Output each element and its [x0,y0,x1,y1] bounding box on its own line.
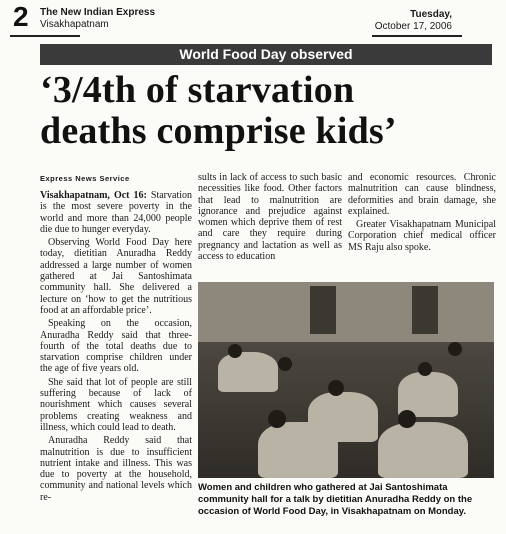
paragraph-6: sults in lack of access to such basic necessities like food. Other factors that lead to malnutrition are ignorance and prejudice against women which deprive them of rest and care they require during pregnancy and lactation as well as access to education [198,172,342,263]
paragraph-3: Speaking on the occasion, Anuradha Reddy said that three-fourth of the total deaths due to starvation comprise children under the age of five years old. [40,318,192,375]
issue-date: October 17, 2006 [374,21,452,32]
photo-head [448,342,462,356]
section-banner: World Food Day observed [40,44,492,65]
paragraph-7: and economic resources. Chronic malnutrition can cause blindness, deformities and brain damage, she explained. [348,172,496,217]
page-number: 2 [13,1,29,32]
paragraph-1-text: Starvation is the most severe poverty in the world and more than 24,000 people die due to hunger everyday. [40,190,192,235]
newspaper-name: The New Indian Express [40,7,156,18]
byline: Express News Service [40,174,130,183]
photo-head [418,362,432,376]
article-column-1 [40,174,192,505]
paragraph-4: She said that lot of people are still suffering because of lack of nourishment which causes several problems creating weakness and illness, which could lead to death. [40,376,192,433]
photo-figure [378,422,468,478]
photo-head [278,357,292,371]
photo-window [412,286,438,334]
news-photo [198,282,494,478]
paragraph-1 [40,190,192,235]
photo-head [398,410,416,428]
paragraph-8: Greater Visakhapatnam Municipal Corporation chief medical officer MS Raju also spoke. [348,219,496,253]
paragraph-5: Anuradha Reddy said that malnutrition is due to insufficient nutrient intake and illness. This was due to poverty at the household, community and national levels which re- [40,435,192,503]
dateline: Visakhapatnam, Oct 16: [40,190,147,201]
photo-figure [258,422,338,478]
photo-head [228,344,242,358]
photo-door [310,286,336,334]
masthead-rule-right [372,35,462,37]
photo-figure [218,352,278,392]
photo-wall [198,282,494,342]
headline-line-2: deaths comprise kids’ [40,110,397,152]
article-column-2 [198,172,342,264]
article-column-3 [348,172,496,255]
edition-city: Visakhapatnam [40,19,109,30]
headline [40,70,500,152]
paragraph-2: Observing World Food Day here today, dietitian Anuradha Reddy addressed a large number of women gathered at Jai Santoshimata community hall. She delivered a lecture on ‘how to get the nutritious food at an affordable price’. [40,237,192,316]
photo-caption: Women and children who gathered at Jai Santoshimata community hall for a talk by dietitian Anuradha Reddy on the occasion of World Food Day, in Visakhapatnam on Monday. [198,482,473,517]
photo-head [268,410,286,428]
masthead [0,0,506,38]
photo-head [328,380,344,396]
issue-day: Tuesday, [410,9,452,20]
masthead-rule-left [10,35,80,37]
headline-line-1: ‘3/4th of starvation [40,69,355,111]
